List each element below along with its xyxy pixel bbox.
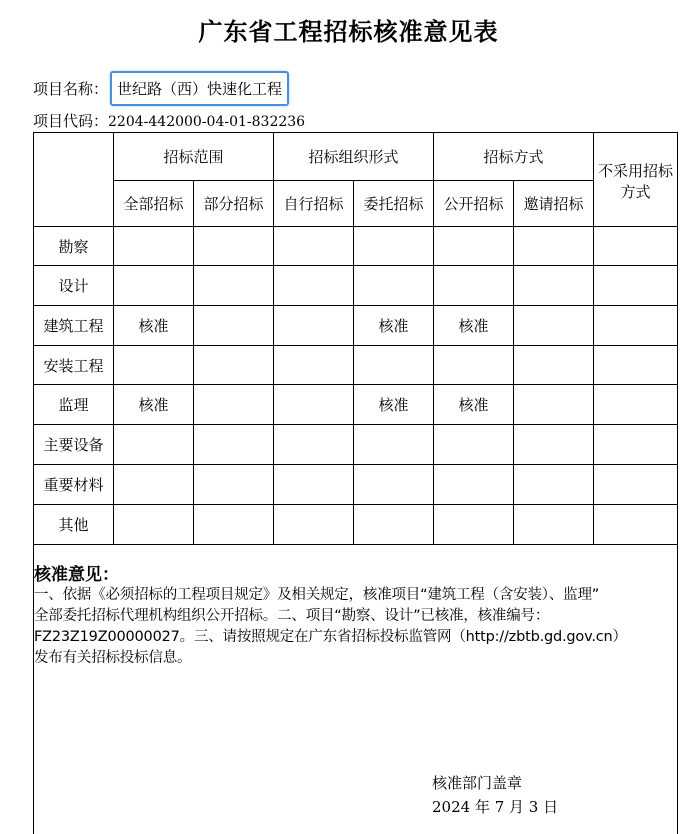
table-cell [514,425,594,465]
table-cell [514,346,594,385]
approval-department: 核准部门盖章 [432,774,523,792]
table-cell [594,385,678,425]
table-cell [354,346,434,385]
subheader-cell: 公开招标 [434,181,514,227]
row-label: 重要材料 [34,465,114,505]
row-label: 勘察 [34,227,114,266]
header-no-bid: 不采用招标方式 [594,133,678,227]
table-cell [594,227,678,266]
bidding-table [33,132,678,545]
table-cell [354,227,434,266]
row-label: 建筑工程 [34,306,114,346]
table-cell [194,425,274,465]
project-code-row [33,110,305,131]
table-cell: 核准 [354,385,434,425]
table-row [34,425,678,465]
table-cell [274,227,354,266]
table-cell [514,465,594,505]
table-cell [514,505,594,545]
table-cell [594,306,678,346]
table-row [34,346,678,385]
row-label: 其他 [34,505,114,545]
table-cell [114,266,194,306]
table-cell [514,385,594,425]
table-cell [434,505,514,545]
table-cell [434,465,514,505]
table-cell: 核准 [434,385,514,425]
opinion-title: 核准意见： [34,565,119,585]
table-cell [434,425,514,465]
table-row [34,306,678,346]
table-cell [114,505,194,545]
table-cell [194,346,274,385]
table-cell [354,425,434,465]
page-title: 广东省工程招标核准意见表 [198,17,499,46]
table-cell [514,266,594,306]
table-cell [194,306,274,346]
table-cell: 核准 [114,306,194,346]
header-bid-method: 招标方式 [434,133,594,181]
table-row [34,266,678,306]
row-label: 设计 [34,266,114,306]
table-row [34,227,678,266]
project-code-value: 2204-442000-04-01-832236 [108,114,306,130]
table-cell [114,227,194,266]
subheader-cell: 邀请招标 [514,181,594,227]
table-cell [274,266,354,306]
table-cell [594,505,678,545]
opinion-line: 一、依据《必须招标的工程项目规定》及相关规定，核准项目“建筑工程（含安装）、监理” [34,587,600,603]
table-cell [114,346,194,385]
table-cell [354,465,434,505]
project-name-label: 项目名称： [33,79,109,98]
table-cell: 核准 [354,306,434,346]
table-cell [594,346,678,385]
table-corner-cell [34,133,114,227]
table-cell [194,385,274,425]
table-cell [434,266,514,306]
table-cell [514,227,594,266]
opinion-line: 全部委托招标代理机构组织公开招标。二、项目“勘察、设计”已核准，核准编号： [34,608,550,624]
table-row [34,505,678,545]
table-cell [194,505,274,545]
table-cell [434,346,514,385]
project-name-row [33,70,289,106]
opinion-line: FZ23Z19Z00000027。三、请按照规定在广东省招标投标监管网（http://zbtb.gd.gov.cn） [34,629,627,645]
table-cell [274,385,354,425]
opinion-line: 发布有关招标投标信息。 [34,650,192,666]
table-cell [514,306,594,346]
approval-date: 2024 年 7 月 3 日 [432,798,559,816]
table-cell [274,425,354,465]
table-cell [274,346,354,385]
approval-opinion-section [33,544,678,834]
table-cell [274,306,354,346]
table-cell [114,425,194,465]
row-label: 安装工程 [34,346,114,385]
project-name-field[interactable]: 世纪路（西）快速化工程 [110,71,289,106]
header-bid-organization: 招标组织形式 [274,133,434,181]
table-cell [274,505,354,545]
opinion-text [34,585,684,669]
table-row [34,385,678,425]
table-cell [594,425,678,465]
table-cell [114,465,194,505]
row-label: 监理 [34,385,114,425]
header-bid-scope: 招标范围 [114,133,274,181]
table-cell [194,227,274,266]
subheader-cell: 全部招标 [114,181,194,227]
table-cell [274,465,354,505]
table-cell: 核准 [434,306,514,346]
table-cell: 核准 [114,385,194,425]
subheader-cell: 委托招标 [354,181,434,227]
project-code-label: 项目代码： [33,112,109,130]
subheader-cell: 部分招标 [194,181,274,227]
subheader-cell: 自行招标 [274,181,354,227]
table-cell [434,227,514,266]
table-row [34,465,678,505]
row-label: 主要设备 [34,425,114,465]
table-cell [354,266,434,306]
table-cell [354,505,434,545]
table-cell [194,465,274,505]
table-cell [194,266,274,306]
table-cell [594,465,678,505]
table-cell [594,266,678,306]
